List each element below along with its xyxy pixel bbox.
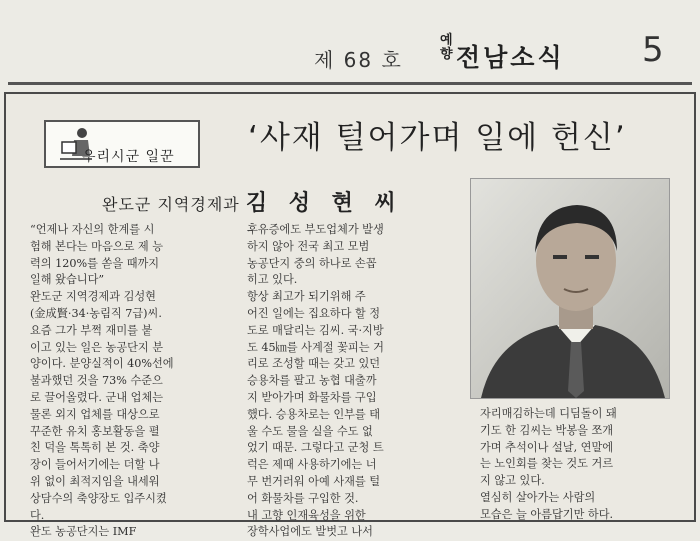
text-line: 열심히 살아가는 사람의 [480,490,596,504]
text-line: 기도 한 김씨는 박봉을 쪼개 [480,423,614,437]
headline: ‘사재 털어가며 일에 헌신’ [248,120,627,156]
text-line: 모습은 늘 아름답기만 하다. [480,507,614,521]
text-line: 장이 들어서기에는 더할 나 [30,458,160,472]
text-line: 완도 농공단지는 IMF [30,525,137,539]
text-line: 장학사업에도 발벗고 나서 [247,525,373,539]
text-line: 꾸준한 유치 홍보활동을 펼 [30,424,160,438]
masthead [0,0,700,82]
text-line: 완도군 지역경제과 김성현 [30,290,156,304]
text-line: 농공단지 중의 하나로 손꼽 [247,256,377,270]
text-line: 로 끌어올렸다. 군내 업체는 [30,390,164,404]
person-title: 완도군 지역경제과 [102,195,240,214]
publication-prefix-top: 예 [440,33,453,48]
publication-title: 전남소식 [456,43,565,72]
person-name: 김 성 현 씨 [245,190,403,216]
text-line: 후유증에도 부도업체가 발생 [247,223,384,236]
text-line: 물론 외지 업체를 대상으로 [30,407,160,421]
article-column-1 [30,222,174,541]
issue-number: 제 68 호 [314,48,403,72]
text-line: 도로 매달리는 김씨. 국·지방 [247,323,384,337]
text-line: 가며 추석이나 설날, 연말에 [480,440,614,454]
column-badge [44,120,200,168]
article-column-3 [480,406,617,524]
text-line: 어 화물차를 구입한 것. [247,491,359,505]
text-line: 양이다. 분양실적이 40%선에 [30,357,174,371]
text-line: 었기 때문. 그렇다고 군청 트 [247,441,384,455]
text-line: 어진 일에는 집요하다 할 정 [247,306,381,320]
text-line: 험해 본다는 마음으로 제 능 [30,239,164,253]
masthead-rule [8,82,692,85]
article-column-2 [247,222,384,541]
publication-prefix-bottom: 향 [440,47,453,62]
text-line: 했다. 승용차로는 인부를 태 [247,407,381,421]
text-line: 항상 최고가 되기위해 주 [247,290,366,304]
text-line: 히고 있다. [247,273,298,287]
text-line: 울 수도 물을 실을 수도 없 [247,424,373,438]
column-badge-label: 우리시군 일꾼 [82,149,175,165]
text-line: “언제나 자신의 한계를 시 [30,223,155,236]
page-number: 5 [642,30,664,70]
portrait-photo [470,178,670,399]
publication-prefix [440,34,453,62]
text-line: 이고 있는 일은 농공단지 분 [30,340,164,354]
text-line: 지 받아가며 화물차를 구입 [247,390,377,404]
person-line [102,186,403,217]
text-line: 도 45㎞를 사계절 꽃피는 거 [247,340,384,354]
text-line: 내 고향 인재육성을 위한 [247,508,366,522]
text-line: 요즘 그가 부쩍 재미를 붙 [30,323,153,337]
text-line: 불과했던 것을 73% 수준으 [30,374,163,388]
text-line: 하지 않아 전국 최고 모범 [247,239,370,253]
text-line: 상담수의 축양장도 입주시켰 [30,491,167,505]
text-line: 는 노인회를 찾는 것도 거르 [480,457,614,471]
text-line: 리로 조성할 때는 갖고 있던 [247,357,381,371]
text-line: 자리매김하는데 디딤돌이 돼 [480,407,617,420]
text-line: 일해 왔습니다” [30,273,105,287]
text-line: (金成賢·34·농림직 7급)씨. [30,306,162,320]
text-line: 승용차를 팔고 농협 대출까 [247,374,377,388]
text-line: 지 않고 있다. [480,474,545,488]
portrait-photo-icon [471,179,669,398]
text-line: 위 없이 최적지임을 내세워 [30,474,160,488]
text-line: 력의 120%를 쏟을 때까지 [30,256,160,270]
text-line: 친 덕을 톡톡히 본 것. 축양 [30,441,160,455]
text-line: 럭은 제때 사용하기에는 너 [247,458,377,472]
text-line: 무 번거러워 아예 사재를 털 [247,474,381,488]
text-line: 다. [30,508,45,522]
